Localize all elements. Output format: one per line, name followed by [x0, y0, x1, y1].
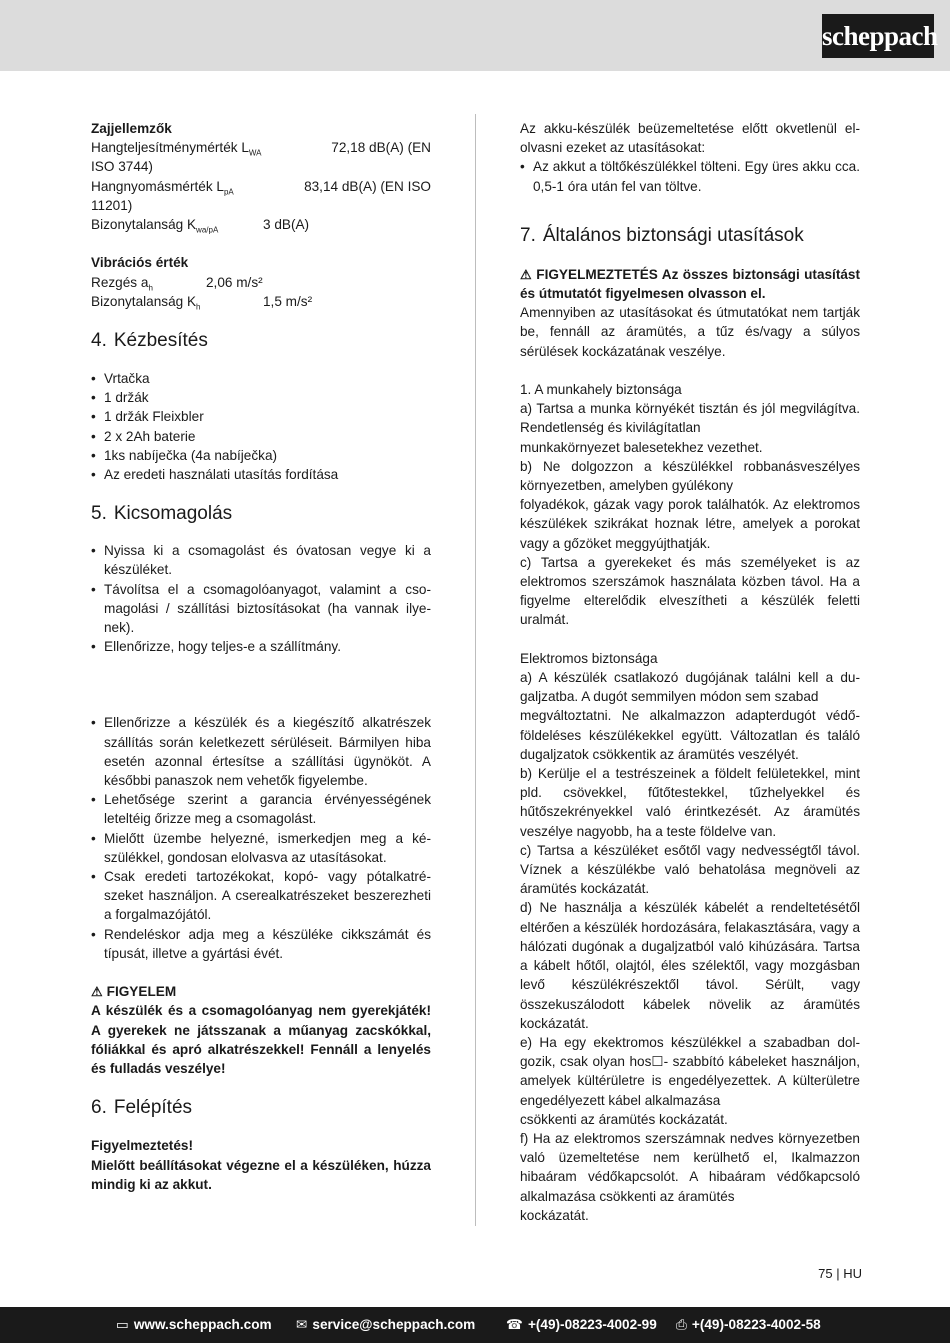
- list-item: • Vrtačka: [91, 369, 431, 388]
- vib-ah-value: 2,06 m/s²: [206, 274, 263, 290]
- electrical-f1: f) Ha az elektromos szerszámnak nedves környezetben való üzemeltetése nem kerülhető el, Ikalmazzon hibaáram védőkapcsolót. A hibaáram védőkapcsoló alkalmazása csökkenti az áramütés: [520, 1130, 860, 1204]
- section-7-title: Általános biztonsági utasítások: [542, 224, 804, 246]
- phone-icon: ☎: [506, 1317, 523, 1332]
- noise-lpa-cont: 11201): [91, 197, 133, 213]
- header-band: [0, 0, 950, 71]
- list-item: • Ellenőrizze, hogy teljes-e a szállítmány.: [91, 637, 431, 656]
- footer-email-text: service@scheppach.com: [312, 1317, 476, 1332]
- noise-k-row: [91, 215, 431, 234]
- vib-k-value: 1,5 m/s²: [263, 293, 313, 309]
- computer-icon: ▭: [116, 1317, 129, 1332]
- battery-list: [520, 157, 860, 195]
- electrical-d: d) Ne használja a készülék kábelét a rendeltetésétől eltérően a készülék hordozására, felakasztására, vagy a hálózati dugónak a dugaljzatból való kihúzására. Tartsa a kábelt hőtől, olajtól, éles szélektől, vagy mozgásban levő készülékrészektől távol. Sérült, vagy összekuszálodott kábelek növelik az áramütés kockázatát.: [520, 900, 860, 1031]
- section-5-number: 5.: [91, 503, 107, 525]
- noise-k-sub: wa/pA: [196, 225, 219, 235]
- footer-fax[interactable]: [676, 1317, 821, 1333]
- list-item: • Mielőtt üzembe helyezné, ismerkedjen meg a készülékkel, gondosan elolvasva az utasításokat.: [91, 829, 431, 867]
- battery-intro: Az akku-készülék beüzemeltetése előtt okvetlenül elolvasni ezeket az utasításokat:: [520, 121, 860, 156]
- noise-lpa-label: Hangnyomásmérték L: [91, 178, 224, 194]
- list-item: • Rendeléskor adja meg a készüléke cikkszámát és típusát, illetve a gyártási évét.: [91, 925, 431, 963]
- delivery-list: [91, 369, 431, 484]
- safety-warning-heading: [520, 265, 860, 303]
- footer-phone-text: +(49)-08223-4002-99: [527, 1317, 657, 1332]
- vib-k-row: [91, 292, 431, 311]
- section-6-title: Felépítés: [113, 1097, 193, 1119]
- electrical-b: b) Kerülje el a testrészeinek a földelt felületekkel, mint pld. csövekkel, fűtőtestekkel, tűzhelyekkel és hűtőszekrényekkel való érintkezését. Az áramütés veszélye nagyobb, ha a teste földelve van.: [520, 766, 860, 839]
- section-7-number: 7.: [520, 224, 536, 246]
- electrical-a1: a) A készülék csatlakozó dugójának találni kell a dugaljzatba. A dugót semmilyen módon sem szabad: [520, 670, 860, 705]
- section-5-heading: [91, 502, 431, 526]
- footer-fax-text: +(49)-08223-4002-58: [691, 1317, 821, 1332]
- assembly-warning-text: Mielőtt beállításokat végezne el a készüléken, húzza mindig ki az akkut.: [91, 1157, 431, 1192]
- workplace-safety-title: 1. A munkahely biztonsága: [520, 382, 682, 398]
- vib-ah-label: Rezgés a: [91, 274, 149, 290]
- section-7-heading: [520, 224, 860, 248]
- vib-k-sub: h: [196, 302, 201, 312]
- electrical-safety-title: Elektromos biztonsága: [520, 650, 658, 666]
- vib-k-label: Bizonytalanság K: [91, 293, 197, 309]
- list-item: • Lehetősége szerint a garancia érvényességének leteltéig őrizze meg a csomagolást.: [91, 790, 431, 828]
- list-item: • Távolítsa el a csomagolóanyagot, valamint a csomagolási / szállítási biztosításokat (ha vannak ilyenek).: [91, 580, 431, 638]
- envelope-icon: ✉: [296, 1317, 308, 1332]
- unpacking-list: [91, 541, 431, 656]
- attention-heading: [91, 982, 431, 1001]
- electrical-c: c) Tartsa a készüléket esőtől vagy nedvességtől távol. Víznek a készülékbe való behatolása megnöveli az áramütés kockázatát.: [520, 842, 860, 897]
- list-item: • Csak eredeti tartozékokat, kopó- vagy pótalkatrészeket használjon. A cserealkatrészeket beszerezheti a forgalmazójától.: [91, 867, 431, 925]
- unpacking-list-2: [91, 713, 431, 963]
- noise-lpa-row: [91, 177, 431, 196]
- section-5-title: Kicsomagolás: [113, 503, 233, 525]
- vibration-title: Vibrációs érték: [91, 255, 189, 271]
- list-item: • 1ks nabíječka (4a nabíječka): [91, 446, 431, 465]
- workplace-c: c) Tartsa a gyerekeket és más személyeket is az elektromos szerszámok használata közben távol. Ha a figyelme elterelődik elveszítheti a készülék feletti uralmát.: [520, 554, 860, 628]
- attention-text: A készülék és a csomagolóanyag nem gyerekjáték! A gyerekek ne játsszanak a műanyag zacskókkal, fóliákkal és apró alkatrészekkel! Fennáll a lenyelés és fulladás veszélye!: [91, 1003, 431, 1077]
- section-4-heading: [91, 329, 431, 353]
- list-item: • Az eredeti használati utasítás fordítása: [91, 465, 431, 484]
- section-6-number: 6.: [91, 1097, 107, 1119]
- list-item: • 2 x 2Ah baterie: [91, 427, 431, 446]
- list-item: • Az akkut a töltőkészülékkel tölteni. Egy üres akku cca. 0,5-1 óra után fel van töltve.: [520, 157, 860, 195]
- noise-lwa-cont: ISO 3744): [91, 159, 153, 175]
- vib-ah-sub: h: [148, 283, 153, 293]
- noise-title: Zajjellemzők: [91, 121, 172, 136]
- noise-k-label: Bizonytalanság K: [91, 217, 197, 233]
- footer-bar: [0, 1307, 950, 1343]
- right-column: [520, 119, 860, 1225]
- safety-warning-bold: FIGYELMEZTETÉS Az összes biztonsági utasítást és útmutatót figyelmesen olvasson el.: [520, 266, 861, 302]
- list-item: • 1 držák: [91, 388, 431, 407]
- workplace-a1: a) Tartsa a munka környékét tisztán és jól megvilágítva. Rendetlenség és kivilágítatlan: [520, 401, 860, 436]
- noise-k-value: 3 dB(A): [263, 217, 310, 233]
- assembly-warning-title: Figyelmeztetés!: [91, 1138, 193, 1154]
- electrical-e2: csökkenti az áramütés kockázatát.: [520, 1111, 728, 1127]
- footer-web[interactable]: [116, 1317, 272, 1333]
- footer-phone[interactable]: [506, 1317, 657, 1333]
- workplace-b1: b) Ne dolgozzon a készülékkel robbanásveszélyes környezetben, amelyben gyúlékony: [520, 458, 860, 494]
- noise-lwa-row: [91, 138, 431, 157]
- electrical-f2: kockázatát.: [520, 1207, 589, 1223]
- attention-title: FIGYELEM: [106, 984, 177, 1000]
- electrical-e1: e) Ha egy ekektromos készülékkel a szabadban dolgozik, csak olyan hos☐- szabbító kábeleket használjon, amelyek kültérületre is engedélyezettek. A külterületre engedélyezett kábel alkalmazása: [520, 1034, 860, 1108]
- column-divider: [475, 114, 476, 1226]
- noise-lwa-label: Hangteljesítménymérték L: [91, 140, 249, 156]
- fax-icon: ⎙: [676, 1317, 687, 1332]
- electrical-a2: megváltoztatni. Ne alkalmazzon adapterdugót védőföldeléses készülékekkel együtt. Változatlan és találó dugaljzatok csökkentik az áramütés veszélyét.: [520, 708, 860, 762]
- page-number: 75 | HU: [818, 1266, 862, 1281]
- noise-lwa-value: 72,18 dB(A) (EN: [331, 140, 431, 156]
- workplace-a2: munkakörnyezet balesetekhez vezethet.: [520, 439, 763, 455]
- section-4-number: 4.: [91, 330, 107, 352]
- noise-lpa-value: 83,14 dB(A) (EN ISO: [304, 178, 431, 194]
- warning-triangle-icon: ⚠: [91, 984, 103, 1000]
- section-4-title: Kézbesítés: [113, 330, 208, 352]
- noise-lwa-sub: WA: [248, 148, 262, 158]
- list-item: • Ellenőrizze a készülék és a kiegészítő alkatrészek szállítás során keletkezett sérüléseit. Bármilyen hiba esetén azonnal értesítse a szállítási ügynököt. A későbbi panaszok nem vehetők figyelembe.: [91, 713, 431, 790]
- footer-email[interactable]: [296, 1317, 475, 1333]
- vib-ah-row: [91, 273, 431, 292]
- safety-warning-text: Amennyiben az utasításokat és útmutatókat nem tartják be, fennáll az áramütés, a tűz és/vagy a súlyos sérülések kockázatának veszélye.: [520, 305, 860, 359]
- noise-lpa-sub: pA: [223, 187, 234, 197]
- warning-triangle-icon: ⚠: [520, 266, 533, 282]
- list-item: • 1 držák Fleixbler: [91, 407, 431, 426]
- left-column: [91, 119, 431, 1194]
- list-item: • Nyissa ki a csomagolást és óvatosan vegye ki a készüléket.: [91, 541, 431, 579]
- brand-logo: scheppach: [822, 14, 934, 58]
- section-6-heading: [91, 1096, 431, 1120]
- footer-web-text: www.scheppach.com: [133, 1317, 272, 1332]
- workplace-b2: folyadékok, gázak vagy porok találhatók. Az elektromos készülékek szikrákat hoznak létre, amelyek a porokat vagy a gőzöket meggyújthatják.: [520, 497, 860, 551]
